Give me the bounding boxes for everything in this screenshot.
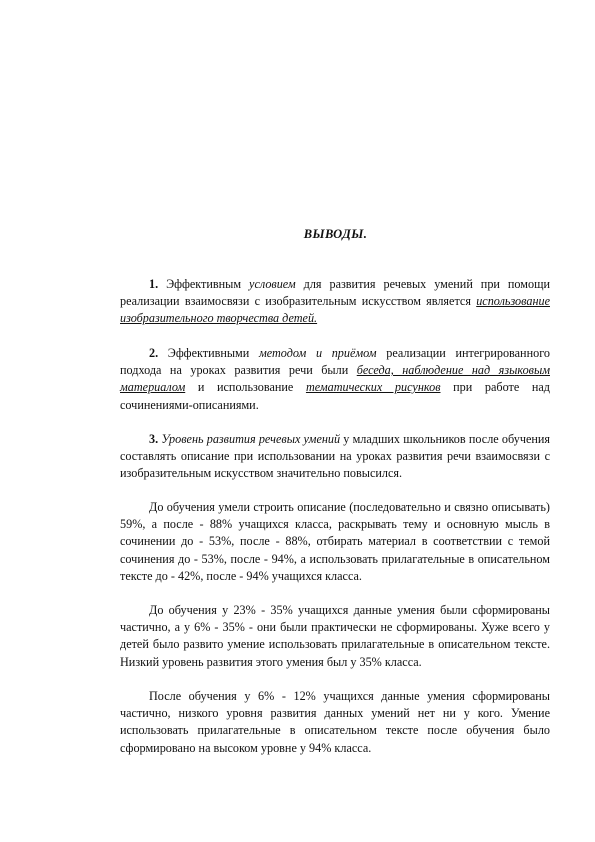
text-run: для развития речевых умений при помощи реализации взаимосвязи с изобразительным искусством является [120, 277, 550, 309]
text-run: и использование [185, 380, 306, 395]
underlined-emphasis: беседа, наблюдение над языковым материалом [120, 363, 550, 395]
page-title: ВЫВОДЫ. [303, 227, 368, 241]
conclusion-1 [120, 276, 550, 328]
text-run: при работе над сочинениями-описаниями. [120, 380, 550, 412]
underlined-emphasis: тематических рисунков [305, 380, 441, 395]
text-run: Эффективным [158, 277, 250, 291]
emphasis-text: методом и приёмом [258, 346, 377, 360]
text-run: Эффективными [158, 346, 259, 360]
text-run: реализации интегрированного подхода на уроках развития речи были [120, 346, 550, 378]
underlined-emphasis: использование изобразительного творчества детей. [120, 294, 550, 326]
paragraph-before-training: До обучения умели строить описание (последовательно и связно описывать) 59%, а после - 88% учащихся класса, раскрывать тему и основную мысль в сочинении до - 53%, после - 88%, отбирать материал в соответствии с темой сочинения до - 53%, после - 94%, а использовать прилагательные в описательном тексте до - 42%, после - 94% учащихся класса. [120, 500, 550, 583]
conclusion-number: 2. [149, 346, 159, 360]
conclusion-2 [120, 345, 550, 414]
conclusion-number: 1. [149, 277, 159, 291]
emphasis-text: условием [249, 277, 296, 291]
paragraph-after-training: После обучения у 6% - 12% учащихся данные умения сформированы частично, низкого уровня развития данных умений нет ни у кого. Умение использовать прилагательные в описательном тексте после обучения было сформировано на высоком уровне у 94% класса. [120, 689, 550, 755]
conclusion-number: 3. [149, 432, 159, 446]
paragraph-partial-skills: До обучения у 23% - 35% учащихся данные умения были сформированы частично, а у 6% - 35% - они были практически не сформированы. Хуже всего у детей было развито умение использовать прилагательные в описательном тексте. Низкий уровень развития этого умения был у 35% класса. [120, 603, 550, 669]
emphasis-text: Уровень развития речевых умений [158, 432, 341, 446]
conclusion-3 [120, 431, 550, 483]
text-run: у младших школьников после обучения составлять описание при использовании на уроках развития речи взаимосвязи с изобразительным искусством значительно повысился. [120, 432, 551, 481]
